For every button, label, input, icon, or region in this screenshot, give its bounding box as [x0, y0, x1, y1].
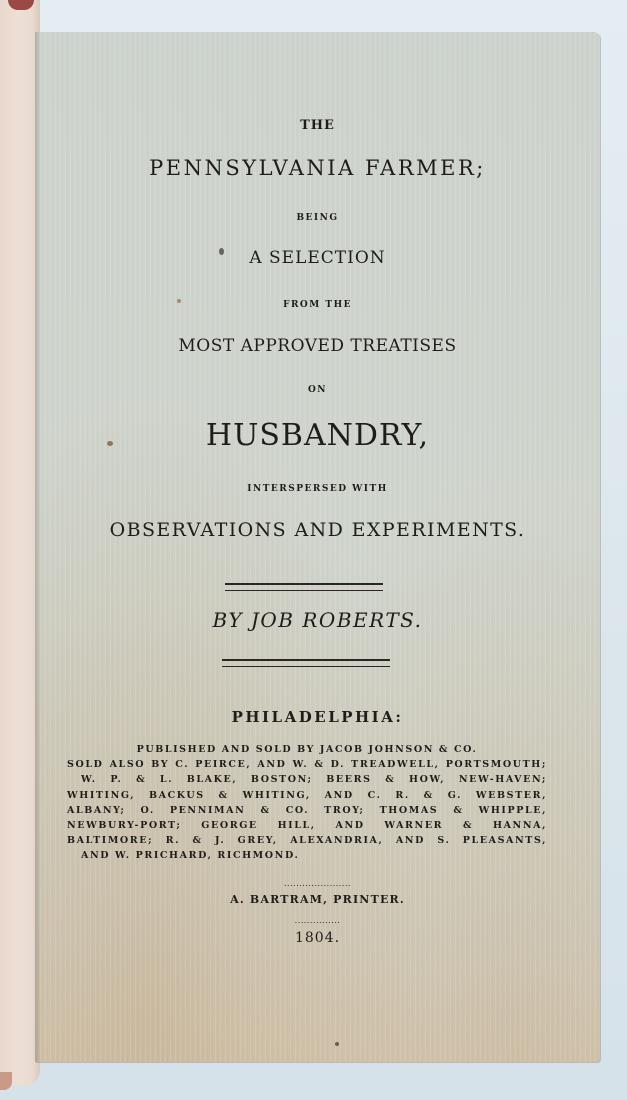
double-rule-divider: [225, 583, 383, 591]
foxing-spot: [335, 1042, 339, 1046]
subject-heading: HUSBANDRY,: [205, 418, 430, 453]
imprint-line: BALTIMORE; R. & J. GREY, ALEXANDRIA, AND S. PLEASANTS,: [67, 835, 547, 847]
connector-being: BEING: [296, 213, 339, 223]
imprint-line: NEWBURY-PORT; GEORGE HILL, AND WARNER & HANNA,: [67, 820, 547, 832]
connector-on: ON: [307, 385, 328, 395]
subtitle-a-selection: A SELECTION: [249, 248, 386, 268]
imprint-line: SOLD ALSO BY C. PEIRCE, AND W. & D. TREADWELL, PORTSMOUTH;: [67, 759, 547, 771]
dotted-separator: ...............: [294, 916, 341, 925]
subtitle-observations: OBSERVATIONS AND EXPERIMENTS.: [109, 519, 526, 541]
imprint-line: AND W. PRICHARD, RICHMOND.: [81, 850, 300, 862]
connector-from-the: FROM THE: [283, 300, 352, 310]
book-cover-binding: [0, 0, 40, 1085]
imprint-line: PUBLISHED AND SOLD BY JACOB JOHNSON & CO.: [136, 744, 478, 755]
imprint-city: PHILADELPHIA:: [231, 708, 404, 726]
gutter-shadow: [35, 32, 41, 1062]
double-rule-divider: [222, 659, 390, 667]
publication-year: 1804.: [294, 930, 341, 946]
imprint-line: W. P. & L. BLAKE, BOSTON; BEERS & HOW, NEW-HAVEN;: [81, 774, 547, 786]
title-page: [35, 32, 600, 1062]
connector-interspersed: INTERSPERSED WITH: [247, 484, 388, 494]
imprint-line: WHITING, BACKUS & WHITING, AND C. R. & G. WEBSTER,: [67, 789, 547, 801]
title-article: THE: [300, 118, 335, 133]
subtitle-treatises: MOST APPROVED TREATISES: [178, 336, 457, 356]
author-line: BY JOB ROBERTS.: [212, 608, 423, 632]
cover-top-edge: [8, 0, 34, 10]
imprint-block: [67, 742, 547, 864]
dotted-separator: ......................: [284, 879, 351, 888]
imprint-line: ALBANY; O. PENNIMAN & CO. TROY; THOMAS & WHIPPLE,: [67, 804, 547, 816]
printer-line: A. BARTRAM, PRINTER.: [230, 893, 405, 906]
book-title: PENNSYLVANIA FARMER;: [149, 156, 486, 180]
